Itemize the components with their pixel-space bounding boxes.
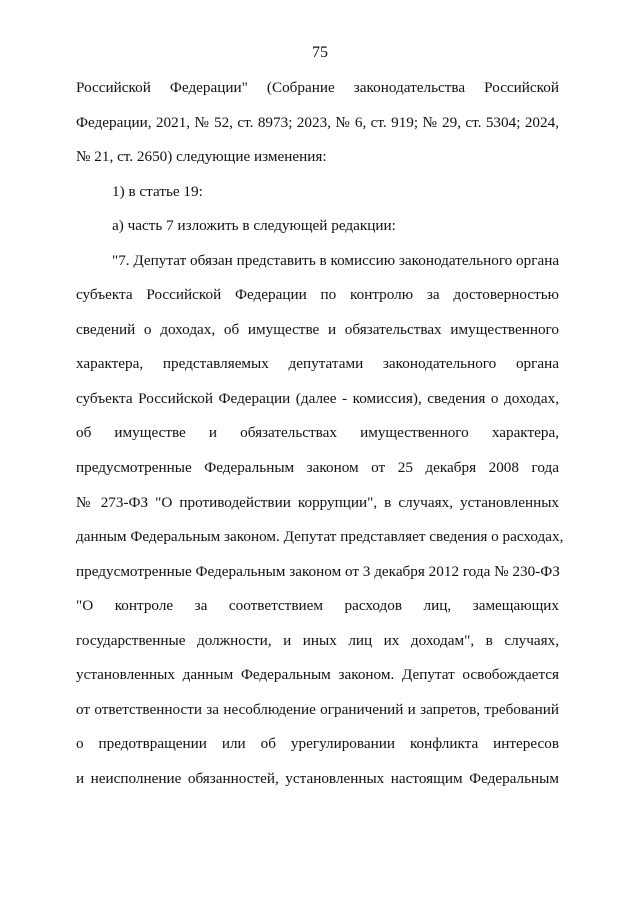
text-line: Федерации, 2021, № 52, ст. 8973; 2023, № 6, ст. 919; № 29, ст. 5304; 2024,	[76, 113, 559, 131]
text-line: "7. Депутат обязан представить в комиссию законодательного органа	[112, 251, 560, 269]
text-line: от ответственности за несоблюдение ограничений и запретов, требований	[76, 700, 559, 718]
text-line: субъекта Российской Федерации по контролю за достоверностью	[76, 286, 559, 304]
text-line: субъекта Российской Федерации (далее - комиссия), сведения о доходах,	[76, 389, 559, 407]
body-text	[76, 78, 564, 803]
text-line: "О контроле за соответствием расходов лиц, замещающих	[76, 597, 559, 615]
text-line: о предотвращении или об урегулировании конфликта интересов	[76, 735, 559, 753]
text-line: об имуществе и обязательствах имущественного характера,	[76, 424, 559, 442]
text-line: сведений о доходах, об имуществе и обязательствах имущественного	[76, 320, 559, 338]
page-number: 75	[312, 44, 328, 61]
text-line: 1) в статье 19:	[112, 182, 203, 200]
text-line: предусмотренные Федеральным законом от 25 декабря 2008 года	[76, 459, 559, 477]
text-line: № 273-ФЗ "О противодействии коррупции", в случаях, установленных	[76, 493, 559, 511]
text-line: Российской Федерации" (Собрание законодательства Российской	[76, 79, 559, 96]
text-line: предусмотренные Федеральным законом от 3 декабря 2012 года № 230-ФЗ	[76, 562, 560, 580]
text-line: данным Федеральным законом. Депутат представляет сведения о расходах,	[76, 528, 564, 546]
text-line: а) часть 7 изложить в следующей редакции:	[112, 217, 396, 235]
text-line: характера, представляемых депутатами законодательного органа	[76, 355, 559, 373]
text-line: установленных данным Федеральным законом. Депутат освобождается	[76, 666, 559, 684]
text-line: государственные должности, и иных лиц их доходам", в случаях,	[76, 631, 559, 649]
text-line: № 21, ст. 2650) следующие изменения:	[76, 148, 327, 166]
text-line: и неисполнение обязанностей, установленных настоящим Федеральным	[76, 769, 559, 787]
